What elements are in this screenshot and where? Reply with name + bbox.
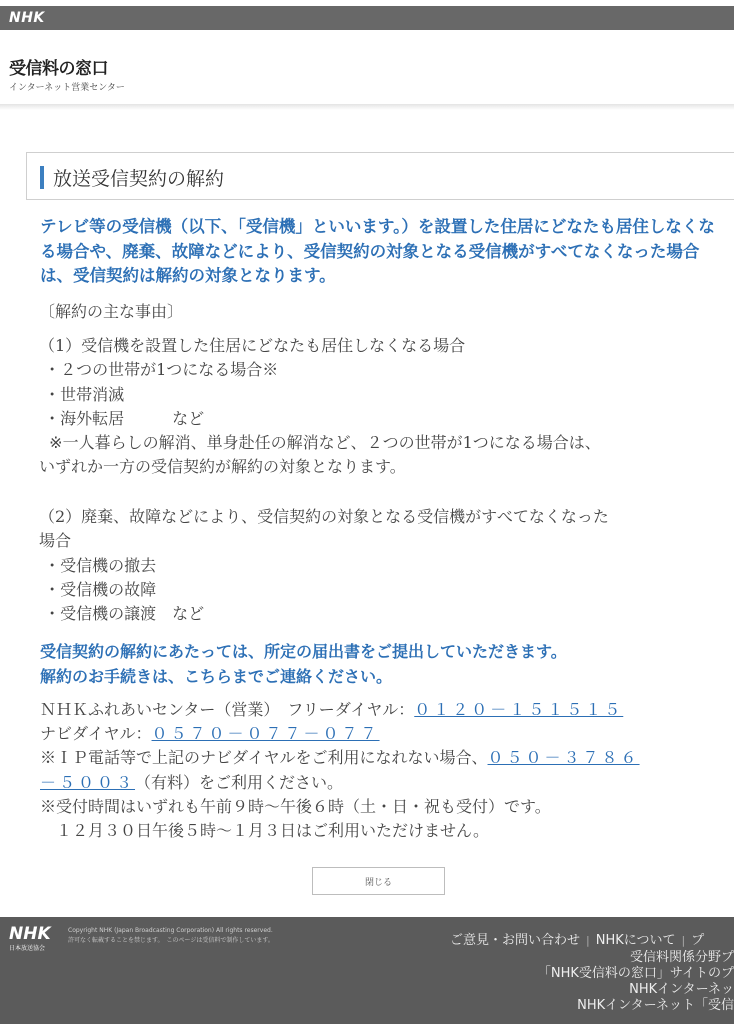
- navi-dial-row: [40, 722, 730, 746]
- holiday-note: １２月３０日午後５時～１月３日はご利用いただけません。: [40, 821, 489, 841]
- hours-note: ※受付時間はいずれも午前９時～午後６時（土・日・祝も受付）です。: [40, 796, 551, 816]
- ip-label: ※ＩＰ電話等で上記のナビダイヤルをご利用になれない場合、: [40, 748, 488, 768]
- footer-logo-subtitle: 日本放送協会: [9, 945, 46, 952]
- footer-separator: |: [586, 934, 590, 947]
- footer: [0, 917, 734, 1024]
- brand-title: 受信料の窓口: [9, 59, 108, 79]
- contact-lead: 受信契約の解約にあたっては、所定の届出書をご提出していただきます。 解約のお手続きは、こちらまでご連絡ください。: [40, 642, 567, 686]
- copyright-line-1: Copyright NHK (Japan Broadcasting Corporation) All rights reserved.: [68, 927, 273, 934]
- free-dial-link[interactable]: ０１２０－１５１５１５: [414, 700, 624, 719]
- ip-number-link-1[interactable]: ０５０－３７８６: [487, 748, 640, 768]
- ip-number-link-2[interactable]: －５００３: [40, 772, 136, 792]
- site-brand[interactable]: [9, 54, 125, 93]
- ip-row: [40, 746, 730, 770]
- section-label: 〔解約の主な事由〕: [39, 302, 184, 321]
- heading-accent-bar: [40, 166, 44, 189]
- free-dial-row: [40, 698, 730, 722]
- navi-dial-link[interactable]: ０５７０－０７７－０７７: [151, 724, 380, 744]
- copyright: [68, 926, 274, 946]
- navi-label: ナビダイヤル：: [40, 724, 152, 744]
- footer-nhk-logo[interactable]: NHK: [9, 924, 51, 944]
- header-divider: [0, 104, 734, 110]
- footer-link-about[interactable]: NHKについて: [595, 933, 676, 948]
- footer-policy-links: [434, 950, 734, 1014]
- top-bar: [0, 6, 734, 30]
- center-label: ＮＨＫふれあいセンター（営業） フリーダイヤル：: [40, 700, 415, 719]
- footer-link-feedback[interactable]: ご意見・お問い合わせ: [450, 933, 581, 948]
- page-heading-box: [26, 152, 734, 200]
- footer-links: [450, 929, 704, 948]
- ip-suffix: （有料）をご利用ください。: [135, 772, 344, 792]
- copyright-line-2: 許可なく転載することを禁じます。 このページは受信料で制作しています。: [68, 937, 274, 944]
- footer-line-4[interactable]: NHKインターネット「受信: [577, 998, 734, 1013]
- footer-line-2[interactable]: 「NHK受信料の窓口」サイトのプ: [537, 966, 734, 981]
- footer-line-1[interactable]: 受信料関係分野プ: [629, 950, 734, 965]
- ip-row-2: [40, 771, 730, 795]
- page-title: 放送受信契約の解約: [53, 168, 225, 190]
- lead-text: テレビ等の受信機（以下、「受信機」といいます。）を設置した住居にどなたも居住しなくなる場合や、廃棄、故障などにより、受信契約の対象となる受信機がすべてなくなった場合は、受信契約は解約の対象となります。: [40, 217, 715, 285]
- close-button[interactable]: 閉じる: [312, 867, 445, 895]
- contact-info: [40, 698, 730, 843]
- footer-separator: |: [681, 934, 686, 947]
- nhk-logo[interactable]: NHK: [9, 10, 45, 26]
- footer-link-privacy[interactable]: プ: [691, 933, 705, 948]
- brand-subtitle: インターネット営業センター: [9, 83, 125, 93]
- reason-2: （2）廃棄、故障などにより、受信契約の対象となる受信機がすべてなくなった 場合 ・受信機の撤去 ・受信機の故障 ・受信機の譲渡 など: [39, 507, 609, 624]
- footer-line-3[interactable]: NHKインターネッ: [629, 982, 734, 997]
- reason-1: （1）受信機を設置した住居にどなたも居住しなくなる場合 ・２つの世帯が1つになる場合※ ・世帯消滅 ・海外転居 など ※一人暮らしの解消、単身赴任の解消など、２つの世帯が1つになる場合は、 いずれか一方の受信契約が解約の対象となります。: [39, 336, 601, 477]
